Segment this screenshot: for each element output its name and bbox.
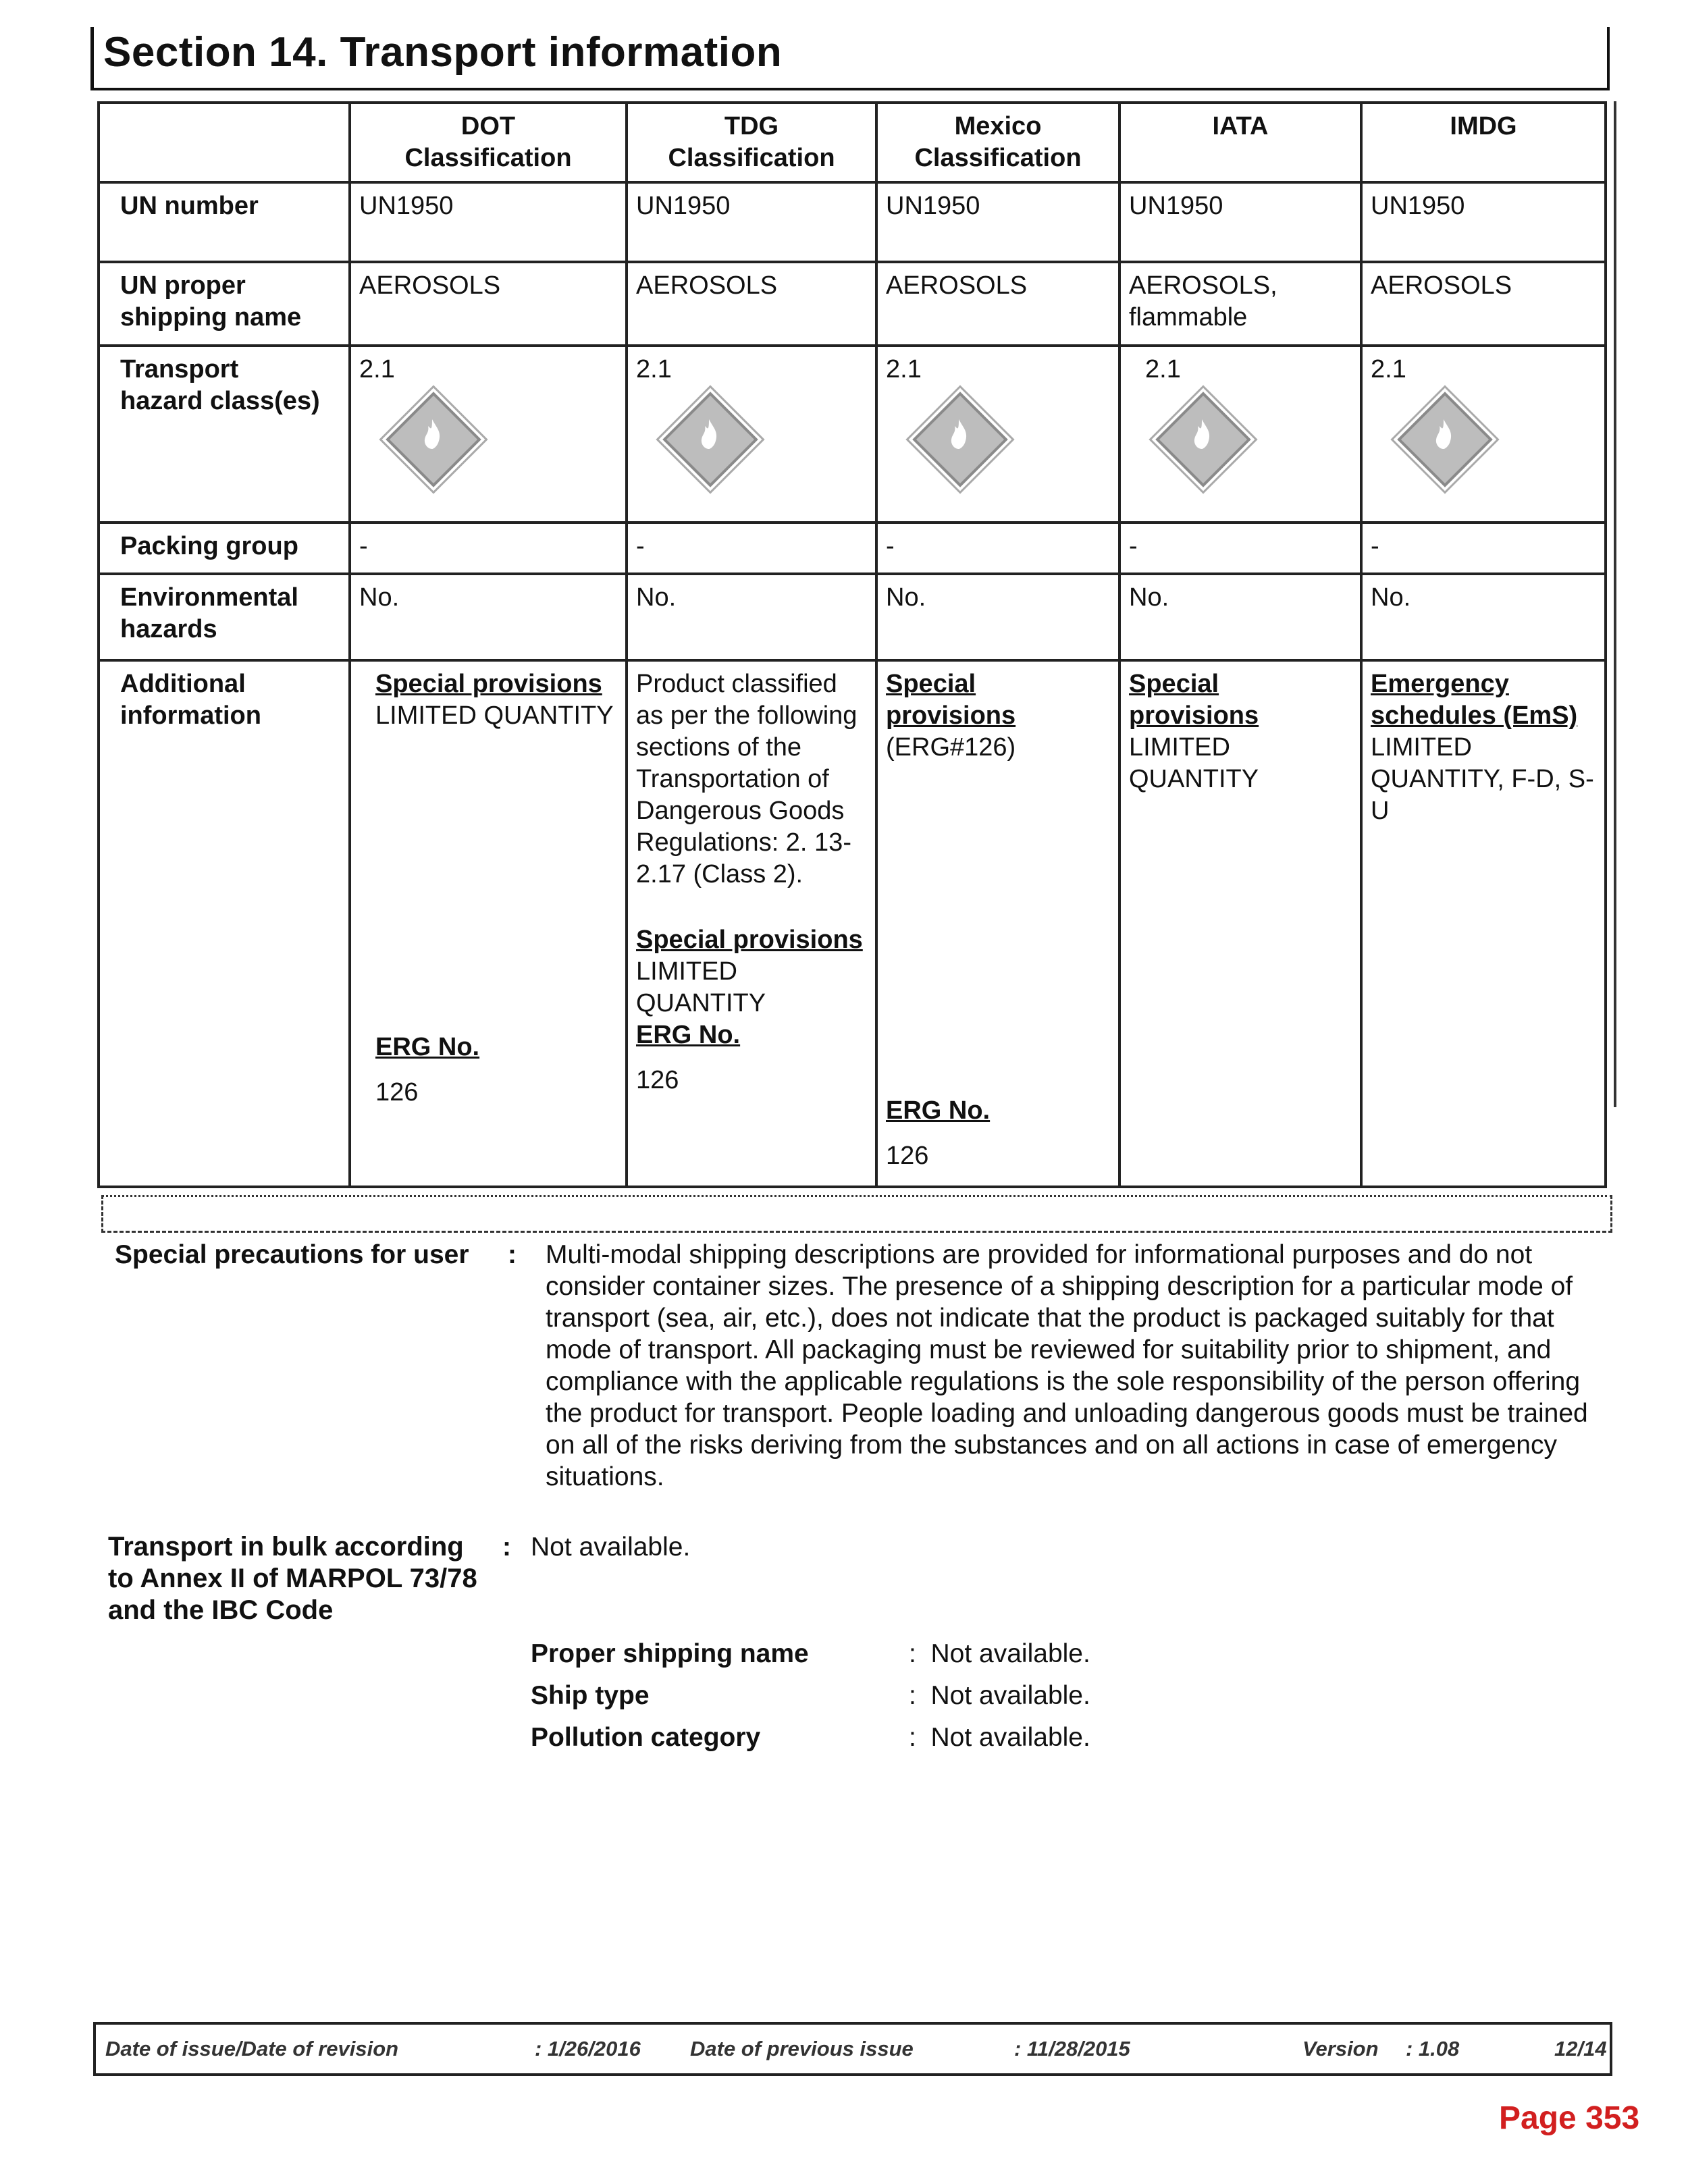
- special-provisions-heading: Special provisions: [886, 670, 1016, 730]
- issue-date-value: : 1/26/2016: [535, 2037, 641, 2060]
- erg-value: 126: [636, 1066, 679, 1094]
- erg-heading: ERG No.: [886, 1096, 991, 1125]
- packing-group-iata: -: [1119, 523, 1361, 574]
- shipping-name-iata: AEROSOLS, flammable: [1119, 262, 1361, 346]
- packing-group-dot: -: [350, 523, 627, 574]
- col-header-dot: DOT Classification: [350, 103, 627, 182]
- shipping-name-mexico: AEROSOLS: [876, 262, 1119, 346]
- pollution-category-value: : Not available.: [909, 1723, 1090, 1752]
- document-footer: [93, 2022, 1612, 2076]
- hazard-class-iata: 2.1: [1119, 346, 1361, 523]
- flame-icon: [1188, 418, 1215, 452]
- additional-text: LIMITED QUANTITY: [1129, 733, 1259, 793]
- section-title: Section 14. Transport information: [103, 29, 783, 76]
- environmental-mexico: No.: [876, 574, 1119, 660]
- row-label-hazard-class: Transport hazard class(es): [99, 346, 350, 523]
- col-header-iata: IATA: [1119, 103, 1361, 182]
- right-margin-rule: [1614, 101, 1616, 1107]
- row-label-packing-group: Packing group: [99, 523, 350, 574]
- row-label-shipping-name: UN proper shipping name: [99, 262, 350, 346]
- previous-issue-value: : 11/28/2015: [1014, 2037, 1130, 2060]
- shipping-name-tdg: AEROSOLS: [627, 262, 876, 346]
- pollution-category-label: Pollution category: [531, 1723, 761, 1752]
- header-row: [99, 103, 1606, 182]
- hazard-class-tdg: 2.1: [627, 346, 876, 523]
- special-precautions-colon: :: [508, 1240, 517, 1269]
- corner-cell: [99, 103, 350, 182]
- row-label-environmental: Environmental hazards: [99, 574, 350, 660]
- erg-value: 126: [375, 1078, 419, 1107]
- flame-icon: [1430, 418, 1457, 452]
- table-row: [99, 182, 1606, 262]
- hazard-class-imdg: 2.1: [1361, 346, 1606, 523]
- packing-group-mexico: -: [876, 523, 1119, 574]
- environmental-iata: No.: [1119, 574, 1361, 660]
- special-precautions-label: Special precautions for user: [115, 1240, 469, 1269]
- bulk-transport-value: Not available.: [531, 1533, 691, 1562]
- hazard-class-mexico: 2.1: [876, 346, 1119, 523]
- hazard-class-dot: 2.1: [350, 346, 627, 523]
- proper-shipping-name-label: Proper shipping name: [531, 1639, 809, 1668]
- special-precautions-text: Multi-modal shipping descriptions are provided for informational purposes and do not consider container sizes. The presence of a shipping description for a particular mode of transport (sea, air, etc.), does not indicate that the product is packaged suitably for that mode of transport. All packaging must be reviewed for suitability prior to shipment, and compliance with the applicable regulations is the sole responsibility of the person offering the product for transport. People loading and unloading dangerous goods must be trained on all of the risks deriving from the substances and on all actions in case of emergency situations.: [546, 1240, 1588, 1491]
- packing-group-imdg: -: [1361, 523, 1606, 574]
- special-provisions-heading: Special provisions: [375, 670, 602, 698]
- additional-text: LIMITED QUANTITY: [375, 701, 614, 730]
- additional-text: (ERG#126): [886, 733, 1016, 762]
- erg-heading: ERG No.: [636, 1021, 741, 1049]
- un-number-mexico: UN1950: [876, 182, 1119, 262]
- table-row: [99, 262, 1606, 346]
- bulk-transport-colon: :: [502, 1533, 511, 1562]
- additional-iata: [1119, 660, 1361, 1187]
- additional-imdg: [1361, 660, 1606, 1187]
- dashed-divider: [101, 1195, 1612, 1233]
- section-header: [90, 27, 1610, 90]
- flame-icon: [695, 418, 722, 452]
- environmental-imdg: No.: [1361, 574, 1606, 660]
- transport-table: [97, 101, 1607, 1188]
- col-header-tdg: TDG Classification: [627, 103, 876, 182]
- un-number-tdg: UN1950: [627, 182, 876, 262]
- table-row: [99, 523, 1606, 574]
- issue-date-label: Date of issue/Date of revision: [105, 2037, 399, 2060]
- erg-heading: ERG No.: [375, 1033, 480, 1061]
- flame-icon: [945, 418, 972, 452]
- environmental-tdg: No.: [627, 574, 876, 660]
- flame-icon: [419, 418, 446, 452]
- previous-issue-label: Date of previous issue: [690, 2037, 914, 2060]
- version-value: : 1.08: [1406, 2037, 1460, 2060]
- additional-text: LIMITED QUANTITY: [636, 957, 766, 1017]
- page-label: Page 353: [1499, 2100, 1640, 2136]
- additional-mexico: [876, 660, 1119, 1187]
- additional-tdg: [627, 660, 876, 1187]
- version-label: Version: [1302, 2037, 1379, 2060]
- erg-value: 126: [886, 1142, 929, 1170]
- environmental-dot: No.: [350, 574, 627, 660]
- un-number-dot: UN1950: [350, 182, 627, 262]
- col-header-imdg: IMDG: [1361, 103, 1606, 182]
- special-provisions-heading: Special provisions: [636, 926, 863, 954]
- additional-dot: [350, 660, 627, 1187]
- table-row: [99, 574, 1606, 660]
- shipping-name-dot: AEROSOLS: [350, 262, 627, 346]
- row-label-additional: Additional information: [99, 660, 350, 1187]
- shipping-name-imdg: AEROSOLS: [1361, 262, 1606, 346]
- ship-type-label: Ship type: [531, 1681, 650, 1710]
- col-header-mexico: Mexico Classification: [876, 103, 1119, 182]
- ship-type-value: : Not available.: [909, 1681, 1090, 1710]
- table-row: [99, 660, 1606, 1187]
- bulk-transport-label: Transport in bulk according to Annex II of MARPOL 73/78 and the IBC Code: [108, 1532, 477, 1625]
- proper-shipping-name-value: : Not available.: [909, 1639, 1090, 1668]
- un-number-iata: UN1950: [1119, 182, 1361, 262]
- emergency-schedules-heading: Emergency schedules (EmS): [1371, 670, 1578, 730]
- row-label-un-number: UN number: [99, 182, 350, 262]
- un-number-imdg: UN1950: [1361, 182, 1606, 262]
- table-row: [99, 346, 1606, 523]
- packing-group-tdg: -: [627, 523, 876, 574]
- additional-text: LIMITED QUANTITY, F-D, S-U: [1371, 733, 1594, 825]
- page-number: 12/14: [1554, 2037, 1607, 2060]
- additional-text: Product classified as per the following sections of the Transportation of Dangerous Goods Regulations: 2. 13-2.17 (Class 2).: [636, 670, 858, 888]
- special-provisions-heading: Special provisions: [1129, 670, 1259, 730]
